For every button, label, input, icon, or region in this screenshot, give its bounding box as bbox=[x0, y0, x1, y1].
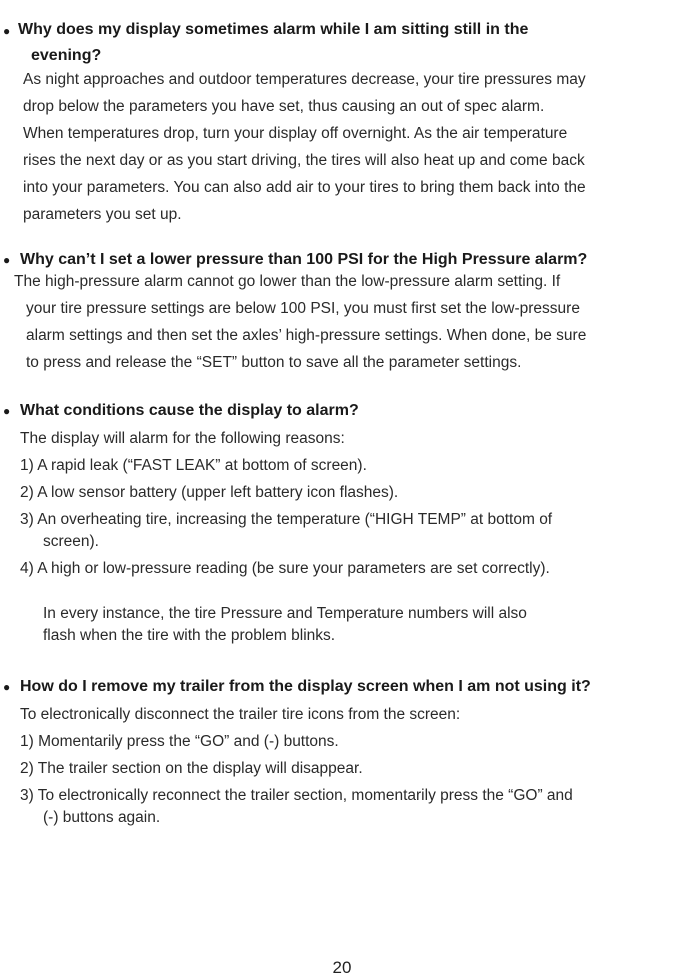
list-item: 2) A low sensor battery (upper left battery icon flashes). bbox=[20, 484, 399, 501]
answer-line: alarm settings and then set the axles’ high-pressure settings. When done, be sure bbox=[26, 327, 587, 344]
list-item-continued: screen). bbox=[43, 533, 99, 550]
list-item: 1) A rapid leak (“FAST LEAK” at bottom of screen). bbox=[20, 457, 367, 474]
question-heading: Why can’t I set a lower pressure than 100 PSI for the High Pressure alarm? bbox=[20, 251, 588, 268]
bullet-icon: ● bbox=[3, 253, 11, 267]
list-item: 4) A high or low-pressure reading (be sure your parameters are set correctly). bbox=[20, 560, 550, 577]
bullet-icon: ● bbox=[3, 24, 11, 38]
answer-line: into your parameters. You can also add air to your tires to bring them back into the bbox=[23, 179, 586, 196]
question-heading: What conditions cause the display to alarm? bbox=[20, 402, 359, 419]
list-item: 3) An overheating tire, increasing the temperature (“HIGH TEMP” at bottom of bbox=[20, 511, 553, 528]
answer-line: parameters you set up. bbox=[23, 206, 182, 223]
question-heading-continued: evening? bbox=[31, 47, 102, 64]
answer-line: As night approaches and outdoor temperatures decrease, your tire pressures may bbox=[23, 71, 586, 88]
note-line: flash when the tire with the problem blinks. bbox=[43, 627, 336, 644]
bullet-icon: ● bbox=[3, 680, 11, 694]
list-item: 3) To electronically reconnect the trailer section, momentarily press the “GO” and bbox=[20, 787, 573, 804]
answer-line: to press and release the “SET” button to save all the parameter settings. bbox=[26, 354, 522, 371]
page-number: 20 bbox=[332, 958, 352, 977]
bullet-icon: ● bbox=[3, 404, 11, 418]
intro-line: To electronically disconnect the trailer tire icons from the screen: bbox=[20, 706, 461, 723]
intro-line: The display will alarm for the following reasons: bbox=[20, 430, 345, 447]
list-item-continued: (-) buttons again. bbox=[43, 809, 161, 826]
answer-line: The high-pressure alarm cannot go lower than the low-pressure alarm setting. If bbox=[14, 273, 561, 290]
question-heading: How do I remove my trailer from the display screen when I am not using it? bbox=[20, 678, 591, 695]
list-item: 2) The trailer section on the display will disappear. bbox=[20, 760, 363, 777]
note-line: In every instance, the tire Pressure and Temperature numbers will also bbox=[43, 605, 527, 622]
answer-line: drop below the parameters you have set, thus causing an out of spec alarm. bbox=[23, 98, 545, 115]
question-heading: Why does my display sometimes alarm while I am sitting still in the bbox=[18, 21, 529, 38]
answer-line: your tire pressure settings are below 100 PSI, you must first set the low-pressure bbox=[26, 300, 580, 317]
answer-line: When temperatures drop, turn your display off overnight. As the air temperature bbox=[23, 125, 568, 142]
list-item: 1) Momentarily press the “GO” and (-) buttons. bbox=[20, 733, 339, 750]
answer-line: rises the next day or as you start driving, the tires will also heat up and come back bbox=[23, 152, 585, 169]
